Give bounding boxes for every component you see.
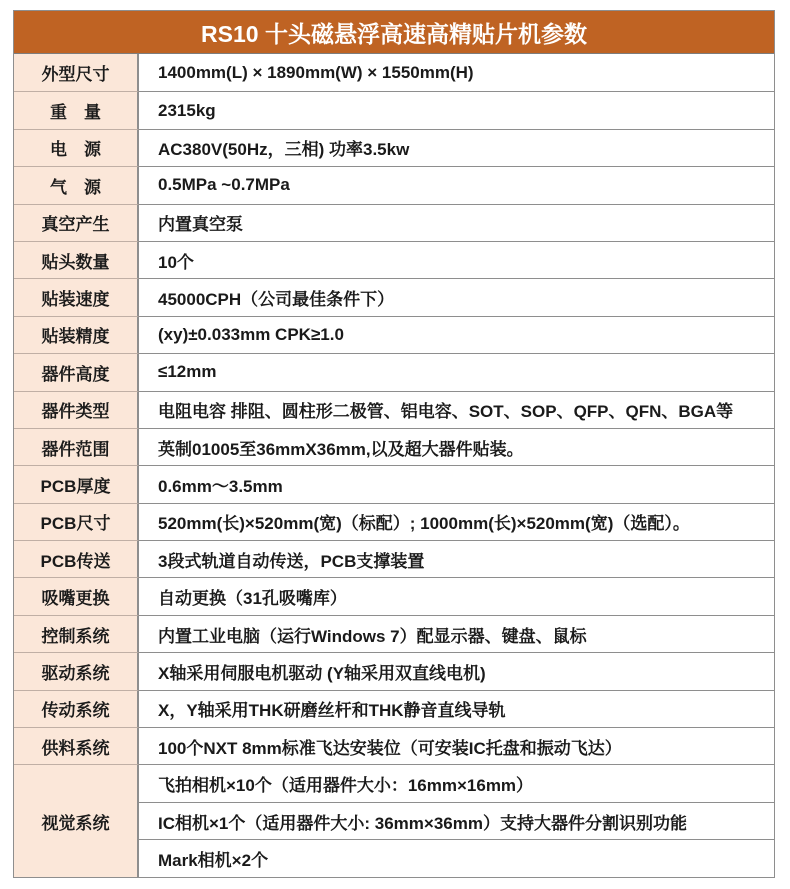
spec-label: 器件类型 xyxy=(14,391,139,428)
spec-row xyxy=(14,727,774,764)
spec-label: 真空产生 xyxy=(14,204,139,241)
spec-label: 重 量 xyxy=(14,91,139,128)
spec-label: 外型尺寸 xyxy=(14,54,139,91)
spec-table xyxy=(13,10,775,878)
spec-value: 2315kg xyxy=(139,91,774,128)
table-title: RS10 十头磁悬浮高速高精贴片机参数 xyxy=(14,11,774,54)
spec-value: 45000CPH（公司最佳条件下） xyxy=(139,278,774,315)
spec-label: 贴头数量 xyxy=(14,241,139,278)
spec-value: X，Y轴采用THK研磨丝杆和THK静音直线导轨 xyxy=(139,690,774,727)
spec-value: 0.6mm～3.5mm xyxy=(139,465,774,502)
spec-value: 内置工业电脑（运行Windows 7）配显示器、键盘、鼠标 xyxy=(139,615,774,652)
spec-label: 吸嘴更换 xyxy=(14,577,139,614)
spec-value: 英制01005至36mmX36mm,以及超大器件贴装。 xyxy=(139,428,774,465)
spec-value: 3段式轨道自动传送，PCB支撑装置 xyxy=(139,540,774,577)
spec-row xyxy=(14,652,774,689)
spec-row xyxy=(14,690,774,727)
spec-row xyxy=(14,503,774,540)
spec-label: 贴装速度 xyxy=(14,278,139,315)
spec-label: 驱动系统 xyxy=(14,652,139,689)
spec-row xyxy=(14,316,774,353)
spec-label: 贴装精度 xyxy=(14,316,139,353)
spec-row xyxy=(14,465,774,502)
spec-row xyxy=(14,391,774,428)
spec-label: 供料系统 xyxy=(14,727,139,764)
spec-row-vision-system xyxy=(14,764,774,876)
spec-value: IC相机×1个（适用器件大小: 36mm×36mm）支持大器件分割识别功能 xyxy=(139,802,774,839)
spec-row xyxy=(14,353,774,390)
spec-row xyxy=(14,204,774,241)
spec-value: (xy)±0.033mm CPK≥1.0 xyxy=(139,316,774,353)
spec-value: Mark相机×2个 xyxy=(139,839,774,876)
spec-row xyxy=(14,54,774,91)
spec-label: 器件范围 xyxy=(14,428,139,465)
spec-label: 控制系统 xyxy=(14,615,139,652)
spec-value: 内置真空泵 xyxy=(139,204,774,241)
spec-value: 电阻电容 排阻、圆柱形二极管、铝电容、SOT、SOP、QFP、QFN、BGA等 xyxy=(139,391,774,428)
spec-row xyxy=(14,91,774,128)
spec-row xyxy=(14,577,774,614)
spec-value: 0.5MPa ~0.7MPa xyxy=(139,166,774,203)
spec-value: 10个 xyxy=(139,241,774,278)
spec-value: 自动更换（31孔吸嘴库） xyxy=(139,577,774,614)
vision-values-group xyxy=(139,764,774,876)
spec-value: 520mm(长)×520mm(宽)（标配）; 1000mm(长)×520mm(宽)（选配）。 xyxy=(139,503,774,540)
spec-value: 100个NXT 8mm标准飞达安装位（可安装IC托盘和振动飞达） xyxy=(139,727,774,764)
spec-label: PCB传送 xyxy=(14,540,139,577)
spec-label: PCB尺寸 xyxy=(14,503,139,540)
spec-row xyxy=(14,428,774,465)
spec-label: 视觉系统 xyxy=(14,764,139,876)
spec-row xyxy=(14,129,774,166)
spec-label: 气 源 xyxy=(14,166,139,203)
spec-row xyxy=(14,241,774,278)
spec-row xyxy=(14,540,774,577)
spec-value: 1400mm(L) × 1890mm(W) × 1550mm(H) xyxy=(139,54,774,91)
spec-value: X轴采用伺服电机驱动 (Y轴采用双直线电机) xyxy=(139,652,774,689)
spec-label: 传动系统 xyxy=(14,690,139,727)
spec-label: 器件高度 xyxy=(14,353,139,390)
spec-value: AC380V(50Hz，三相) 功率3.5kw xyxy=(139,129,774,166)
spec-label: 电 源 xyxy=(14,129,139,166)
spec-row xyxy=(14,166,774,203)
spec-row xyxy=(14,278,774,315)
spec-value: ≤12mm xyxy=(139,353,774,390)
spec-row xyxy=(14,615,774,652)
spec-value: 飞拍相机×10个（适用器件大小：16mm×16mm） xyxy=(139,764,774,801)
spec-label: PCB厚度 xyxy=(14,465,139,502)
